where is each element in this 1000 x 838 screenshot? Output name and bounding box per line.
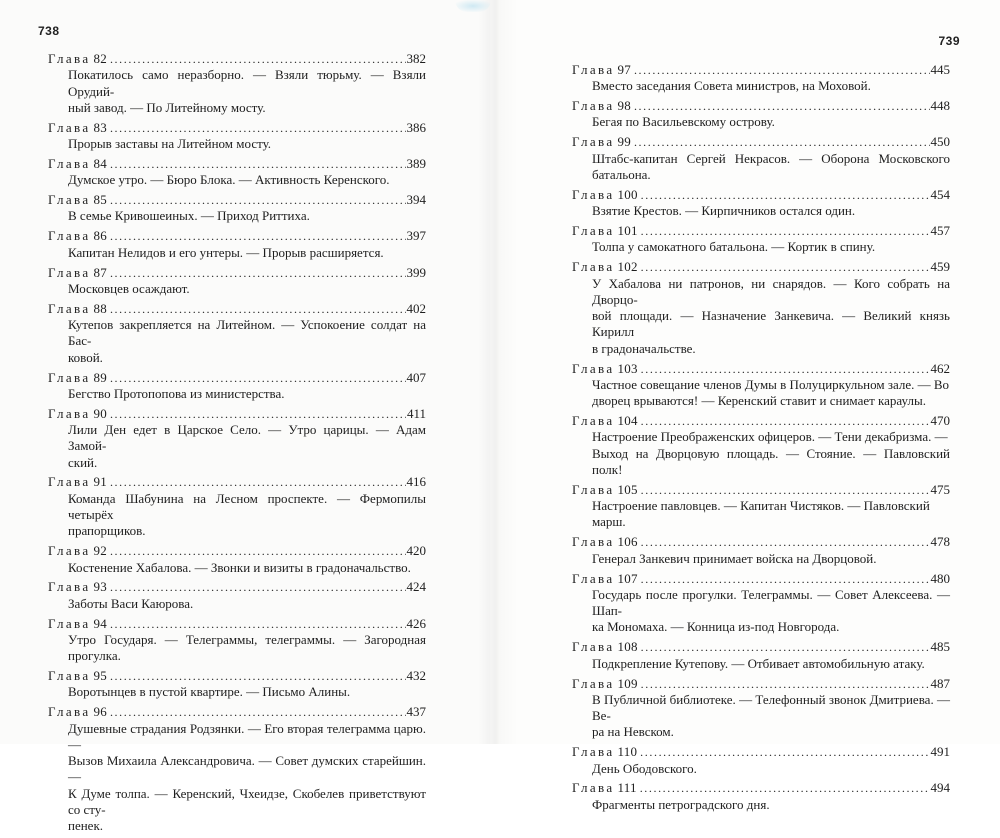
chapter-label bbox=[572, 98, 631, 114]
chapter-word: Глава bbox=[572, 675, 615, 691]
chapter-label bbox=[48, 301, 107, 317]
chapter-page-number: 420 bbox=[406, 543, 426, 559]
chapter-page-number: 402 bbox=[406, 300, 426, 316]
page-number: 738 bbox=[38, 24, 60, 38]
toc-entry-heading bbox=[48, 616, 426, 632]
description-line: Частное совещание членов Думы в Полуциркульном зале. — Во bbox=[592, 376, 950, 392]
chapter-label bbox=[48, 474, 107, 490]
dot-leader bbox=[110, 192, 406, 208]
table-of-contents bbox=[48, 51, 426, 838]
toc-entry bbox=[48, 616, 426, 665]
chapter-page-number: 437 bbox=[406, 704, 426, 720]
description-line: Государь после прогулки. Телеграммы. — Совет Алексеева. — Шап- bbox=[592, 586, 950, 619]
chapter-description bbox=[572, 203, 950, 219]
description-line: К Думе толпа. — Керенский, Чхеидзе, Скобелев приветствуют со сту- bbox=[68, 785, 426, 818]
chapter-page-number: 407 bbox=[406, 369, 426, 385]
chapter-page-number: 426 bbox=[406, 615, 426, 631]
description-line: Заботы Васи Каюрова. bbox=[68, 595, 194, 611]
chapter-description bbox=[48, 281, 426, 297]
chapter-page-number: 416 bbox=[406, 474, 426, 490]
description-line: Прорыв заставы на Литейном мосту. bbox=[68, 136, 272, 152]
chapter-label bbox=[572, 413, 638, 429]
chapter-word: Глава bbox=[48, 405, 91, 421]
chapter-number: 88 bbox=[93, 300, 107, 316]
chapter-page-number: 448 bbox=[930, 98, 950, 114]
chapter-description bbox=[48, 684, 426, 700]
chapter-label bbox=[572, 639, 638, 655]
toc-entry bbox=[572, 571, 950, 636]
chapter-number: 105 bbox=[617, 481, 638, 497]
description-line: Настроение Преображенских офицеров. — Тени декабризма. — bbox=[592, 429, 948, 445]
chapter-page-number: 432 bbox=[406, 668, 426, 684]
chapter-page-number: 487 bbox=[930, 675, 950, 691]
chapter-label bbox=[48, 704, 107, 720]
chapter-label bbox=[572, 482, 638, 498]
dot-leader bbox=[641, 571, 930, 587]
toc-entry bbox=[572, 744, 950, 777]
toc-entry bbox=[572, 259, 950, 357]
toc-entry-heading bbox=[48, 51, 426, 67]
chapter-description bbox=[48, 386, 426, 402]
toc-entry-heading bbox=[572, 744, 950, 760]
chapter-description bbox=[572, 276, 950, 357]
toc-entry bbox=[48, 474, 426, 539]
chapter-label bbox=[48, 370, 107, 386]
right-page bbox=[490, 0, 1000, 812]
chapter-number: 85 bbox=[93, 192, 107, 208]
chapter-word: Глава bbox=[48, 192, 91, 208]
toc-entry bbox=[572, 223, 950, 256]
description-line: Бегая по Васильевскому острову. bbox=[592, 114, 775, 130]
chapter-number: 92 bbox=[93, 543, 107, 559]
description-line: Воротынцев в пустой квартире. — Письмо Алины. bbox=[68, 684, 351, 700]
description-line: Капитан Нелидов и его унтеры. — Прорыв расширяется. bbox=[68, 244, 384, 260]
chapter-word: Глава bbox=[572, 481, 615, 497]
dot-leader bbox=[634, 134, 930, 150]
dot-leader bbox=[641, 187, 930, 203]
description-line: ра на Невском. bbox=[592, 724, 674, 740]
description-line: Толпа у самокатного батальона. — Кортик в спину. bbox=[592, 239, 876, 255]
dot-leader bbox=[110, 579, 406, 595]
chapter-page-number: 475 bbox=[930, 481, 950, 497]
chapter-page-number: 462 bbox=[930, 360, 950, 376]
toc-entry bbox=[572, 676, 950, 741]
toc-entry bbox=[572, 639, 950, 672]
toc-entry bbox=[572, 134, 950, 183]
chapter-label bbox=[572, 361, 638, 377]
chapter-word: Глава bbox=[572, 134, 615, 150]
description-line: Кутепов закрепляется на Литейном. — Успокоение солдат на Бас- bbox=[68, 317, 426, 349]
chapter-number: 103 bbox=[617, 360, 638, 376]
dot-leader bbox=[110, 704, 406, 720]
dot-leader bbox=[110, 616, 406, 632]
toc-entry bbox=[48, 668, 426, 701]
chapter-description bbox=[48, 208, 426, 224]
chapter-number: 82 bbox=[93, 51, 107, 66]
chapter-word: Глава bbox=[572, 780, 615, 796]
toc-entry bbox=[48, 265, 426, 298]
chapter-number: 108 bbox=[617, 639, 638, 655]
description-line: Штабс-капитан Сергей Некрасов. — Оборона Московского батальона. bbox=[592, 150, 950, 182]
chapter-number: 107 bbox=[617, 570, 638, 586]
chapter-word: Глава bbox=[48, 119, 91, 135]
description-line: В семье Кривошеиных. — Приход Риттиха. bbox=[68, 208, 310, 224]
chapter-word: Глава bbox=[48, 543, 91, 559]
chapter-number: 89 bbox=[93, 369, 107, 385]
toc-entry-heading bbox=[572, 259, 950, 275]
chapter-number: 83 bbox=[93, 119, 107, 135]
chapter-number: 100 bbox=[617, 186, 638, 202]
chapter-label bbox=[572, 744, 637, 760]
dot-leader bbox=[641, 361, 930, 377]
chapter-word: Глава bbox=[572, 744, 615, 760]
chapter-word: Глава bbox=[48, 474, 91, 490]
chapter-label bbox=[48, 616, 107, 632]
chapter-description bbox=[48, 67, 426, 116]
chapter-word: Глава bbox=[48, 615, 91, 631]
toc-entry bbox=[572, 534, 950, 567]
description-line: Покатилось само неразборно. — Взяли тюрьму. — Взяли Орудий- bbox=[68, 67, 426, 99]
toc-entry-heading bbox=[572, 361, 950, 377]
chapter-description bbox=[572, 114, 950, 130]
chapter-number: 86 bbox=[93, 228, 107, 244]
chapter-number: 102 bbox=[617, 259, 638, 275]
description-line: Настроение павловцев. — Капитан Чистяков. — Павловский bbox=[592, 498, 930, 514]
dot-leader bbox=[110, 301, 406, 317]
dot-leader bbox=[634, 62, 930, 78]
toc-entry bbox=[48, 120, 426, 153]
toc-entry-heading bbox=[48, 668, 426, 684]
page-number: 739 bbox=[938, 34, 960, 48]
chapter-word: Глава bbox=[48, 155, 91, 171]
description-line: пенек. bbox=[68, 818, 104, 834]
toc-entry bbox=[48, 543, 426, 576]
toc-entry bbox=[48, 192, 426, 225]
toc-entry-heading bbox=[572, 223, 950, 239]
chapter-label bbox=[48, 579, 107, 595]
chapter-label bbox=[572, 187, 638, 203]
chapter-label bbox=[48, 265, 107, 281]
chapter-label bbox=[48, 668, 107, 684]
chapter-page-number: 491 bbox=[930, 744, 950, 760]
dot-leader bbox=[110, 543, 406, 559]
toc-entry bbox=[48, 370, 426, 403]
chapter-number: 84 bbox=[93, 155, 107, 171]
toc-entry-heading bbox=[48, 370, 426, 386]
toc-entry bbox=[48, 704, 426, 834]
chapter-number: 104 bbox=[617, 413, 638, 429]
left-page bbox=[0, 0, 490, 834]
chapter-page-number: 478 bbox=[930, 534, 950, 550]
toc-entry-heading bbox=[48, 156, 426, 172]
chapter-page-number: 394 bbox=[406, 192, 426, 208]
chapter-page-number: 454 bbox=[930, 186, 950, 202]
chapter-description bbox=[48, 596, 426, 612]
toc-entry-heading bbox=[572, 134, 950, 150]
chapter-page-number: 399 bbox=[406, 264, 426, 280]
toc-entry-heading bbox=[48, 228, 426, 244]
toc-entry-heading bbox=[572, 676, 950, 692]
chapter-word: Глава bbox=[48, 228, 91, 244]
chapter-description bbox=[572, 429, 950, 478]
chapter-number: 93 bbox=[93, 579, 107, 595]
toc-entry-heading bbox=[572, 534, 950, 550]
chapter-description bbox=[572, 587, 950, 636]
chapter-page-number: 459 bbox=[930, 259, 950, 275]
chapter-description bbox=[572, 761, 950, 777]
chapter-number: 110 bbox=[617, 744, 638, 760]
chapter-page-number: 457 bbox=[930, 223, 950, 239]
toc-entry-heading bbox=[572, 187, 950, 203]
toc-entry-heading bbox=[48, 704, 426, 720]
chapter-number: 106 bbox=[617, 534, 638, 550]
chapter-description bbox=[572, 239, 950, 255]
toc-entry bbox=[48, 301, 426, 366]
toc-entry-heading bbox=[572, 98, 950, 114]
chapter-number: 87 bbox=[93, 264, 107, 280]
toc-entry bbox=[48, 228, 426, 261]
chapter-page-number: 494 bbox=[930, 780, 950, 796]
toc-entry bbox=[48, 156, 426, 189]
dot-leader bbox=[110, 370, 406, 386]
toc-entry-heading bbox=[48, 543, 426, 559]
description-line: Утро Государя. — Телеграммы, телеграммы. — Загородная прогулка. bbox=[68, 631, 426, 664]
chapter-word: Глава bbox=[572, 360, 615, 376]
chapter-description bbox=[572, 656, 950, 672]
description-line: Костенение Хабалова. — Звонки и визиты в градоначальство. bbox=[68, 559, 411, 575]
description-line: ка Мономаха. — Конница из-под Новгорода. bbox=[592, 619, 840, 635]
dot-leader bbox=[641, 639, 930, 655]
toc-entry-heading bbox=[572, 413, 950, 429]
chapter-description bbox=[48, 721, 426, 835]
description-line: Думское утро. — Бюро Блока. — Активность Керенского. bbox=[68, 172, 390, 188]
chapter-label bbox=[48, 156, 107, 172]
chapter-label bbox=[572, 571, 638, 587]
chapter-page-number: 386 bbox=[406, 119, 426, 135]
chapter-label bbox=[48, 120, 107, 136]
chapter-number: 91 bbox=[93, 474, 107, 490]
chapter-number: 90 bbox=[93, 405, 107, 421]
chapter-word: Глава bbox=[48, 704, 91, 720]
description-line: Московцев осаждают. bbox=[68, 280, 190, 296]
description-line: Лили Ден едет в Царское Село. — Утро царицы. — Адам Замой- bbox=[68, 421, 426, 454]
description-line: вой площади. — Назначение Занкевича. — Великий князь Кирилл bbox=[592, 308, 950, 340]
chapter-word: Глава bbox=[572, 223, 615, 239]
toc-entry bbox=[572, 62, 950, 95]
dot-leader bbox=[110, 406, 406, 422]
toc-entry bbox=[572, 413, 950, 478]
dot-leader bbox=[641, 482, 930, 498]
description-line: Выход на Дворцовую площадь. — Стояние. — Павловский полк! bbox=[592, 445, 950, 477]
toc-entry-heading bbox=[572, 571, 950, 587]
description-line: ный завод. — По Литейному мосту. bbox=[68, 99, 266, 115]
dot-leader bbox=[641, 413, 930, 429]
chapter-word: Глава bbox=[48, 579, 91, 595]
toc-entry-heading bbox=[572, 639, 950, 655]
chapter-number: 97 bbox=[617, 62, 631, 77]
toc-entry bbox=[572, 482, 950, 531]
toc-entry-heading bbox=[48, 406, 426, 422]
dot-leader bbox=[110, 474, 406, 490]
chapter-page-number: 480 bbox=[930, 570, 950, 586]
chapter-word: Глава bbox=[572, 413, 615, 429]
chapter-description bbox=[48, 560, 426, 576]
chapter-description bbox=[572, 692, 950, 741]
chapter-page-number: 382 bbox=[406, 51, 426, 66]
chapter-page-number: 389 bbox=[406, 155, 426, 171]
description-line: Бегство Протопопова из министерства. bbox=[68, 385, 285, 401]
toc-entry-heading bbox=[572, 780, 950, 796]
toc-entry-heading bbox=[572, 482, 950, 498]
description-line: марш. bbox=[592, 514, 626, 530]
book-spine-shadow bbox=[478, 0, 518, 744]
chapter-number: 94 bbox=[93, 615, 107, 631]
chapter-description bbox=[572, 797, 950, 813]
dot-leader bbox=[641, 223, 930, 239]
chapter-page-number: 411 bbox=[406, 405, 426, 421]
description-line: Взятие Крестов. — Кирпичников остался один. bbox=[592, 203, 856, 219]
chapter-word: Глава bbox=[572, 186, 615, 202]
toc-entry bbox=[48, 579, 426, 612]
chapter-word: Глава bbox=[48, 300, 91, 316]
chapter-label bbox=[48, 228, 107, 244]
chapter-page-number: 470 bbox=[930, 413, 950, 429]
toc-entry bbox=[572, 780, 950, 813]
chapter-word: Глава bbox=[48, 369, 91, 385]
toc-entry bbox=[572, 187, 950, 220]
chapter-number: 96 bbox=[93, 704, 107, 720]
toc-entry bbox=[48, 406, 426, 471]
chapter-word: Глава bbox=[48, 264, 91, 280]
chapter-word: Глава bbox=[572, 639, 615, 655]
chapter-description bbox=[48, 172, 426, 188]
chapter-label bbox=[572, 62, 631, 78]
chapter-label bbox=[572, 780, 637, 796]
toc-entry-heading bbox=[48, 192, 426, 208]
chapter-number: 109 bbox=[617, 675, 638, 691]
toc-entry-heading bbox=[48, 120, 426, 136]
chapter-description bbox=[48, 632, 426, 665]
toc-entry bbox=[48, 51, 426, 116]
description-line: День Ободовского. bbox=[592, 760, 697, 776]
description-line: Душевные страдания Родзянки. — Его вторая телеграмма царю. — bbox=[68, 720, 426, 752]
chapter-label bbox=[572, 134, 631, 150]
description-line: Фрагменты петроградского дня. bbox=[592, 796, 770, 812]
dot-leader bbox=[110, 668, 406, 684]
chapter-word: Глава bbox=[572, 98, 615, 114]
chapter-label bbox=[48, 51, 107, 67]
chapter-description bbox=[48, 317, 426, 366]
description-line: Вызов Михаила Александровича. — Совет думских старейшин. — bbox=[68, 753, 426, 785]
toc-entry-heading bbox=[48, 474, 426, 490]
chapter-description bbox=[48, 136, 426, 152]
chapter-description bbox=[572, 151, 950, 184]
description-line: прапорщиков. bbox=[68, 523, 146, 539]
chapter-page-number: 450 bbox=[930, 134, 950, 150]
chapter-number: 99 bbox=[617, 134, 631, 150]
chapter-label bbox=[48, 543, 107, 559]
description-line: Подкрепление Кутепову. — Отбивает автомобильную атаку. bbox=[592, 655, 925, 671]
chapter-word: Глава bbox=[572, 259, 615, 275]
chapter-description bbox=[48, 491, 426, 540]
description-line: В Публичной библиотеке. — Телефонный звонок Дмитриева. — Ве- bbox=[592, 691, 950, 724]
dot-leader bbox=[640, 744, 929, 760]
description-line: ковой. bbox=[68, 349, 103, 365]
dot-leader bbox=[110, 51, 406, 67]
chapter-label bbox=[572, 223, 638, 239]
chapter-description bbox=[48, 422, 426, 471]
chapter-number: 111 bbox=[617, 780, 637, 796]
description-line: ский. bbox=[68, 454, 98, 470]
toc-entry bbox=[572, 98, 950, 131]
description-line: Генерал Занкевич принимает войска на Дворцовой. bbox=[592, 550, 877, 566]
chapter-label bbox=[572, 676, 638, 692]
chapter-label bbox=[48, 406, 107, 422]
dot-leader bbox=[110, 156, 406, 172]
description-line: в градоначальстве. bbox=[592, 340, 696, 356]
description-line: Вместо заседания Совета министров, на Моховой. bbox=[592, 78, 871, 94]
chapter-word: Глава bbox=[572, 570, 615, 586]
chapter-page-number: 485 bbox=[930, 639, 950, 655]
toc-entry-heading bbox=[48, 301, 426, 317]
chapter-page-number: 424 bbox=[406, 579, 426, 595]
toc-entry-heading bbox=[572, 62, 950, 78]
toc-entry-heading bbox=[48, 265, 426, 281]
chapter-description bbox=[48, 245, 426, 261]
chapter-label bbox=[572, 259, 638, 275]
dot-leader bbox=[641, 534, 930, 550]
chapter-label bbox=[48, 192, 107, 208]
chapter-description bbox=[572, 78, 950, 94]
chapter-label bbox=[572, 534, 638, 550]
chapter-description bbox=[572, 551, 950, 567]
dot-leader bbox=[641, 259, 930, 275]
chapter-description bbox=[572, 377, 950, 410]
dot-leader bbox=[634, 98, 930, 114]
description-line: дворец врываются! — Керенский ставит и снимает караулы. bbox=[592, 393, 926, 409]
chapter-page-number: 445 bbox=[930, 62, 950, 77]
chapter-description bbox=[572, 498, 950, 531]
description-line: Команда Шабунина на Лесном проспекте. — Фермопилы четырёх bbox=[68, 490, 426, 523]
table-of-contents bbox=[572, 62, 950, 817]
dot-leader bbox=[641, 676, 930, 692]
chapter-word: Глава bbox=[572, 534, 615, 550]
dot-leader bbox=[110, 120, 406, 136]
chapter-number: 98 bbox=[617, 98, 631, 114]
toc-entry-heading bbox=[48, 579, 426, 595]
dot-leader bbox=[110, 265, 406, 281]
description-line: У Хабалова ни патронов, ни снарядов. — Кого собрать на Дворцо- bbox=[592, 275, 950, 307]
chapter-word: Глава bbox=[572, 62, 615, 77]
dot-leader bbox=[640, 780, 930, 796]
chapter-number: 95 bbox=[93, 668, 107, 684]
chapter-word: Глава bbox=[48, 51, 91, 66]
chapter-word: Глава bbox=[48, 668, 91, 684]
chapter-number: 101 bbox=[617, 223, 638, 239]
toc-entry bbox=[572, 361, 950, 410]
chapter-page-number: 397 bbox=[406, 228, 426, 244]
dot-leader bbox=[110, 228, 406, 244]
